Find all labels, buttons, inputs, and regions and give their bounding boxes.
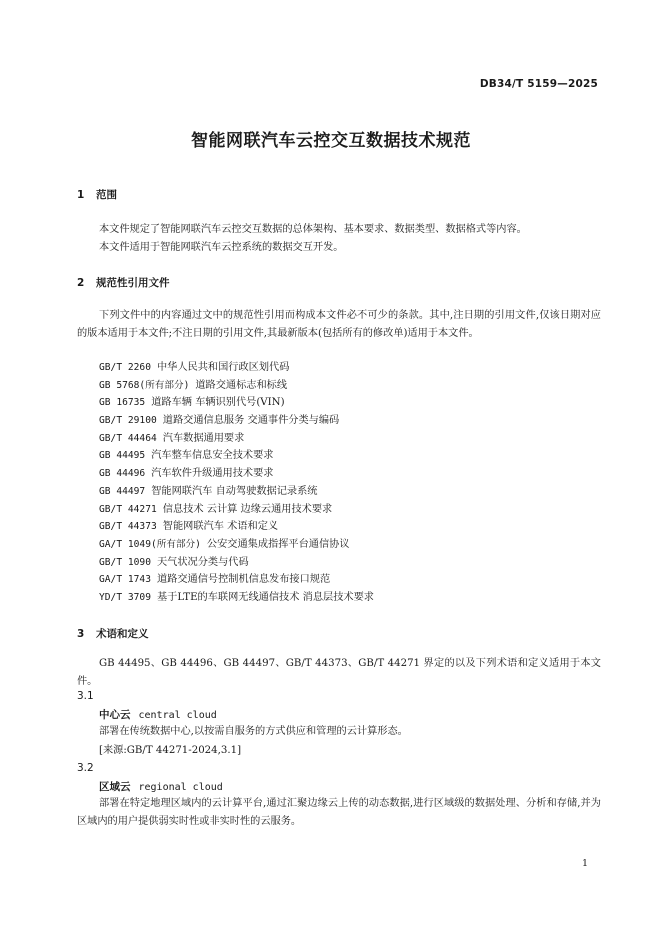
- term-name-cn: 区域云: [99, 781, 131, 793]
- term-number-3-1: 3.1: [77, 690, 94, 702]
- term-name-en: central cloud: [138, 710, 217, 721]
- reference-code: GB/T 44373: [99, 521, 157, 533]
- section-title: 术语和定义: [96, 628, 149, 640]
- reference-item: [99, 571, 374, 589]
- reference-code: GA/T 1743: [99, 574, 151, 586]
- term-name-en: regional cloud: [138, 782, 223, 793]
- reference-code: GB 16735: [99, 397, 146, 409]
- reference-title: 道路交通标志和标线: [195, 379, 288, 391]
- document-code: DB34/T 5159—2025: [479, 78, 598, 90]
- reference-title: 信息技术 云计算 边缘云通用技术要求: [162, 503, 333, 515]
- term-name-cn: 中心云: [99, 709, 131, 721]
- reference-item: [99, 589, 374, 607]
- scope-paragraph-2: 本文件适用于智能网联汽车云控系统的数据交互开发。: [99, 242, 344, 253]
- document-title: 智能网联汽车云控交互数据技术规范: [191, 131, 471, 151]
- reference-title: 汽车软件升级通用技术要求: [151, 468, 274, 480]
- reference-code: GB 5768(所有部分): [99, 379, 190, 391]
- section-number: 2: [77, 277, 85, 289]
- reference-title: 公安交通集成指挥平台通信协议: [206, 538, 350, 550]
- term-name-central-cloud: [99, 707, 217, 722]
- reference-item: [99, 377, 374, 395]
- reference-title: 基于LTE的车联网无线通信技术 消息层技术要求: [156, 591, 374, 603]
- term-name-regional-cloud: [99, 779, 223, 794]
- scope-paragraph-1: 本文件规定了智能网联汽车云控交互数据的总体架构、基本要求、数据类型、数据格式等内容。: [99, 224, 527, 235]
- reference-code: GB/T 29100: [99, 415, 157, 427]
- reference-list: [99, 359, 374, 607]
- section-3-heading: [77, 626, 149, 641]
- reference-title: 道路交通信息服务 交通事件分类与编码: [162, 415, 340, 427]
- reference-item: [99, 447, 374, 465]
- section-2-heading: [77, 275, 170, 290]
- reference-title: 中华人民共和国行政区划代码: [156, 362, 290, 373]
- normative-intro-paragraph: 下列文件中的内容通过文中的规范性引用而构成本文件必不可少的条款。其中,注日期的引用文件,仅该日期对应的版本适用于本文件;不注日期的引用文件,其最新版本(包括所有的修改单)适用于本文件。: [77, 310, 601, 339]
- reference-code: GB/T 2260: [99, 362, 151, 373]
- section-title: 规范性引用文件: [96, 277, 170, 289]
- reference-item: [99, 412, 374, 430]
- section-1-heading: [77, 187, 117, 202]
- reference-code: YD/T 3709: [99, 591, 151, 603]
- term-number-3-2: 3.2: [77, 762, 94, 774]
- reference-title: 智能网联汽车 自动驾驶数据记录系统: [151, 485, 318, 497]
- reference-item: [99, 359, 374, 377]
- reference-item: [99, 501, 374, 519]
- section-title: 范围: [96, 189, 117, 201]
- reference-title: 天气状况分类与代码: [156, 556, 249, 568]
- terms-intro-paragraph: GB 44495、GB 44496、GB 44497、GB/T 44373、GB/T 44271 界定的以及下列术语和定义适用于本文件。: [77, 658, 601, 687]
- reference-title: 道路车辆 车辆识别代号(VIN): [151, 397, 285, 409]
- term-definition-central-cloud: 部署在传统数据中心,以按需自服务的方式供应和管理的云计算形态。: [99, 726, 408, 737]
- reference-item: [99, 536, 374, 554]
- reference-item: [99, 430, 374, 448]
- reference-code: GB 44495: [99, 450, 146, 462]
- reference-code: GA/T 1049(所有部分): [99, 538, 201, 550]
- reference-code: GB/T 44464: [99, 432, 157, 444]
- term-definition-regional-cloud: 部署在特定地理区域内的云计算平台,通过汇聚边缘云上传的动态数据,进行区域级的数据处理、分析和存储,并为区域内的用户提供弱实时性或非实时性的云服务。: [77, 798, 601, 827]
- reference-item: [99, 465, 374, 483]
- reference-item: [99, 518, 374, 536]
- reference-item: [99, 394, 374, 412]
- reference-code: GB/T 1090: [99, 556, 151, 568]
- reference-code: GB 44497: [99, 485, 146, 497]
- reference-code: GB 44496: [99, 468, 146, 480]
- reference-item: [99, 554, 374, 572]
- section-number: 1: [77, 189, 85, 201]
- reference-title: 智能网联汽车 术语和定义: [162, 521, 279, 533]
- reference-title: 汽车整车信息安全技术要求: [151, 450, 274, 462]
- reference-title: 道路交通信号控制机信息发布接口规范: [156, 574, 331, 586]
- reference-title: 汽车数据通用要求: [162, 432, 245, 444]
- reference-code: GB/T 44271: [99, 503, 157, 515]
- term-source-central-cloud: [来源:GB/T 44271-2024,3.1]: [99, 745, 242, 756]
- page-number: 1: [581, 858, 588, 869]
- section-number: 3: [77, 628, 85, 640]
- reference-item: [99, 483, 374, 501]
